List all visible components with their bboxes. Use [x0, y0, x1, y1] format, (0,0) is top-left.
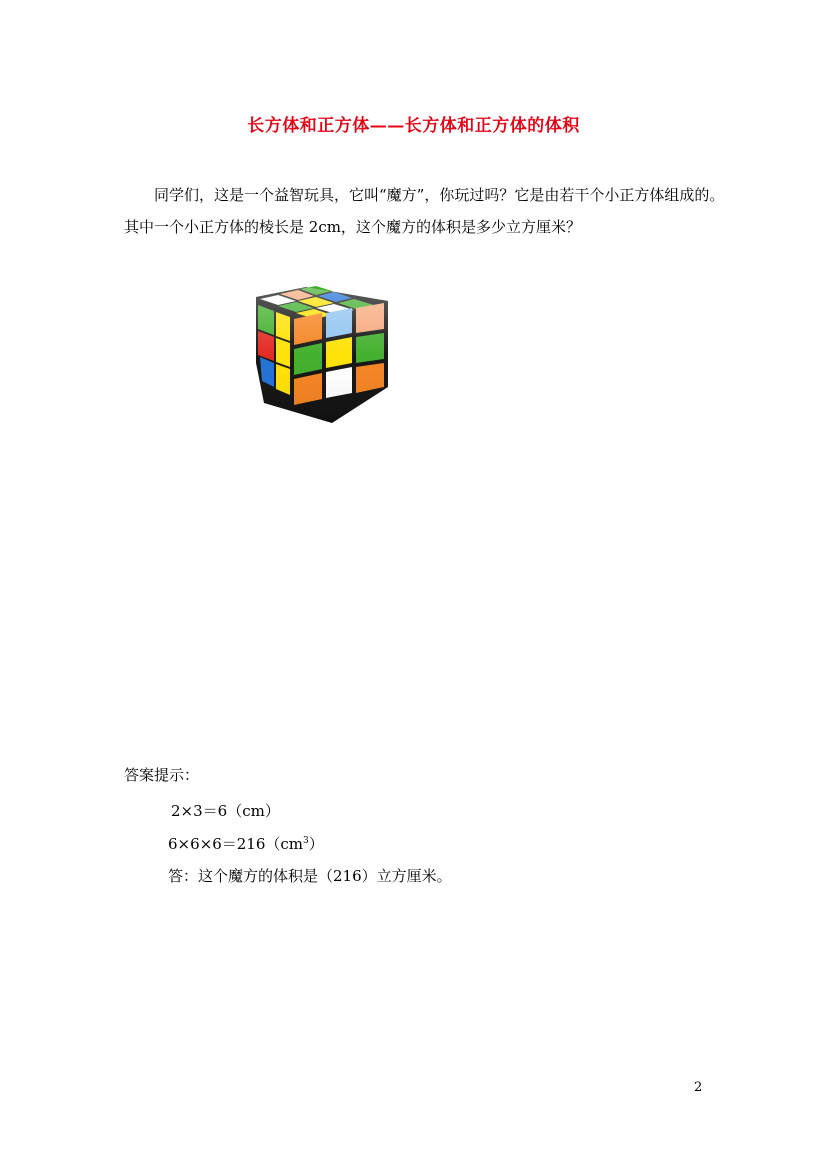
- question-line-2: 其中一个小正方体的棱长是 2cm，这个魔方的体积是多少立方厘米？: [124, 218, 581, 236]
- answer-step-2-end: ）: [308, 835, 324, 853]
- question-line-1: 同学们，这是一个益智玩具，它叫“魔方”，你玩过吗？它是由若干个小正方体组成的。: [154, 186, 725, 204]
- rubiks-cube-icon: [248, 283, 390, 425]
- answer-step-1: 2×3＝6（cm）: [171, 802, 280, 820]
- answer-step-2-main: 6×6×6＝216（cm: [168, 835, 304, 853]
- answer-conclusion: 答：这个魔方的体积是（216）立方厘米。: [168, 867, 452, 885]
- answer-step-2-superscript: 3: [303, 836, 309, 846]
- question-paragraph: [124, 179, 724, 243]
- page-number: 2: [694, 1080, 703, 1095]
- page-title: 长方体和正方体——长方体和正方体的体积: [247, 116, 580, 136]
- answer-step-2: [168, 833, 324, 854]
- answer-hint-label: 答案提示：: [124, 766, 200, 784]
